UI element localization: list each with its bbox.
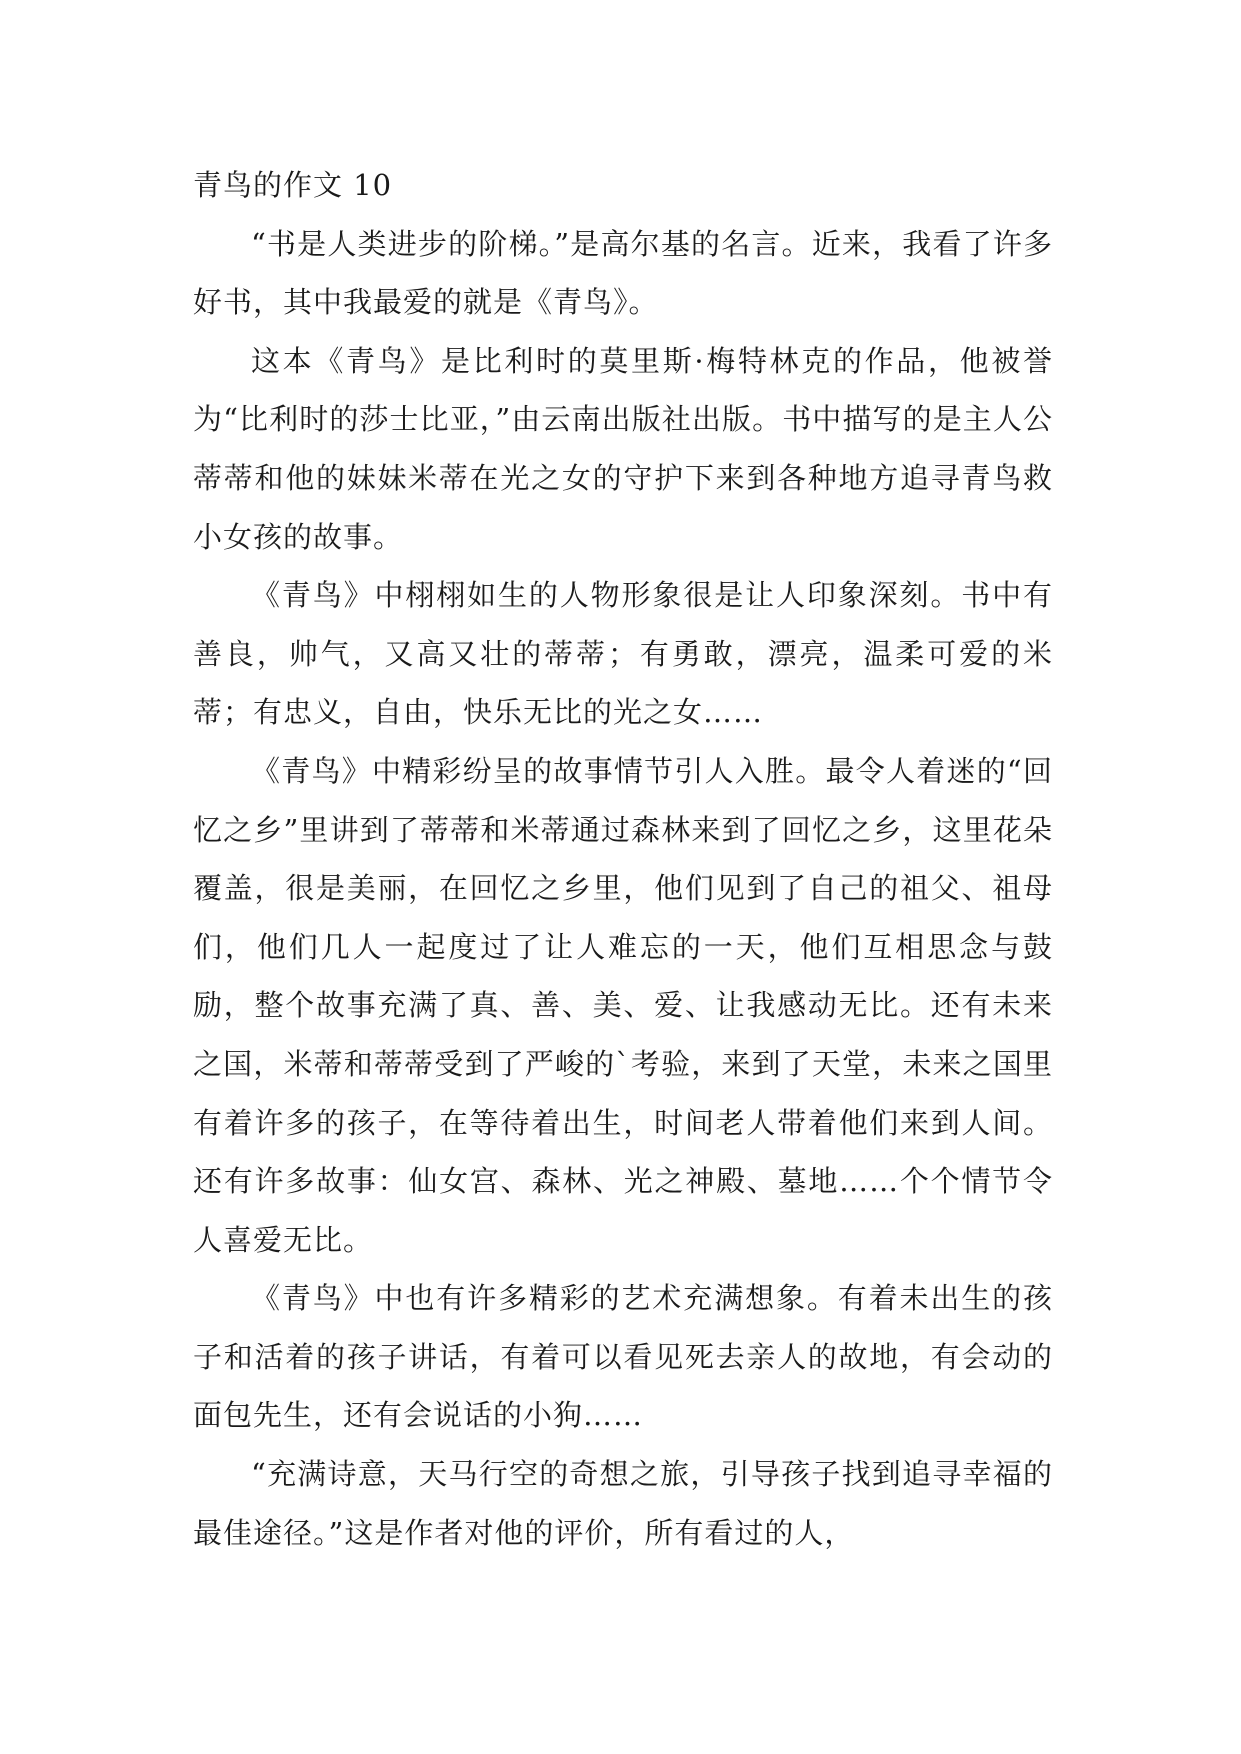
document-title: 青鸟的作文 10: [193, 168, 393, 202]
document-body: [193, 156, 1053, 1562]
paragraph-4: 《青鸟》中精彩纷呈的故事情节引人入胜。最令人着迷的“回忆之乡”里讲到了蒂蒂和米蒂通过森林来到了回忆之乡，这里花朵覆盖，很是美丽，在回忆之乡里，他们见到了自己的祖父、祖母们，他们几人一起度过了让人难忘的一天，他们互相思念与鼓励，整个故事充满了真、善、美、爱、让我感动无比。还有未来之国，米蒂和蒂蒂受到了严峻的`考验，来到了天堂，未来之国里有着许多的孩子，在等待着出生，时间老人带着他们来到人间。还有许多故事：仙女宫、森林、光之神殿、墓地……个个情节令人喜爱无比。: [193, 753, 1053, 1257]
paragraph-1: “书是人类进步的阶梯。”是高尔基的名言。近来，我看了许多好书，其中我最爱的就是《青鸟》。: [193, 226, 1053, 320]
paragraph-5: 《青鸟》中也有许多精彩的艺术充满想象。有着未出生的孩子和活着的孩子讲话，有着可以看见死去亲人的故地，有会动的面包先生，还有会说话的小狗……: [193, 1281, 1053, 1433]
paragraph-2: 这本《青鸟》是比利时的莫里斯·梅特林克的作品，他被誉为“比利时的莎士比亚，”由云南出版社出版。书中描写的是主人公蒂蒂和他的妹妹米蒂在光之女的守护下来到各种地方追寻青鸟救小女孩的故事。: [193, 343, 1053, 554]
paragraph-3: 《青鸟》中栩栩如生的人物形象很是让人印象深刻。书中有善良，帅气，又高又壮的蒂蒂；有勇敢，漂亮，温柔可爱的米蒂；有忠义，自由，快乐无比的光之女……: [193, 578, 1053, 730]
paragraph-6: “充满诗意，天马行空的奇想之旅，引导孩子找到追寻幸福的最佳途径。”这是作者对他的评价，所有看过的人，: [193, 1457, 1053, 1550]
